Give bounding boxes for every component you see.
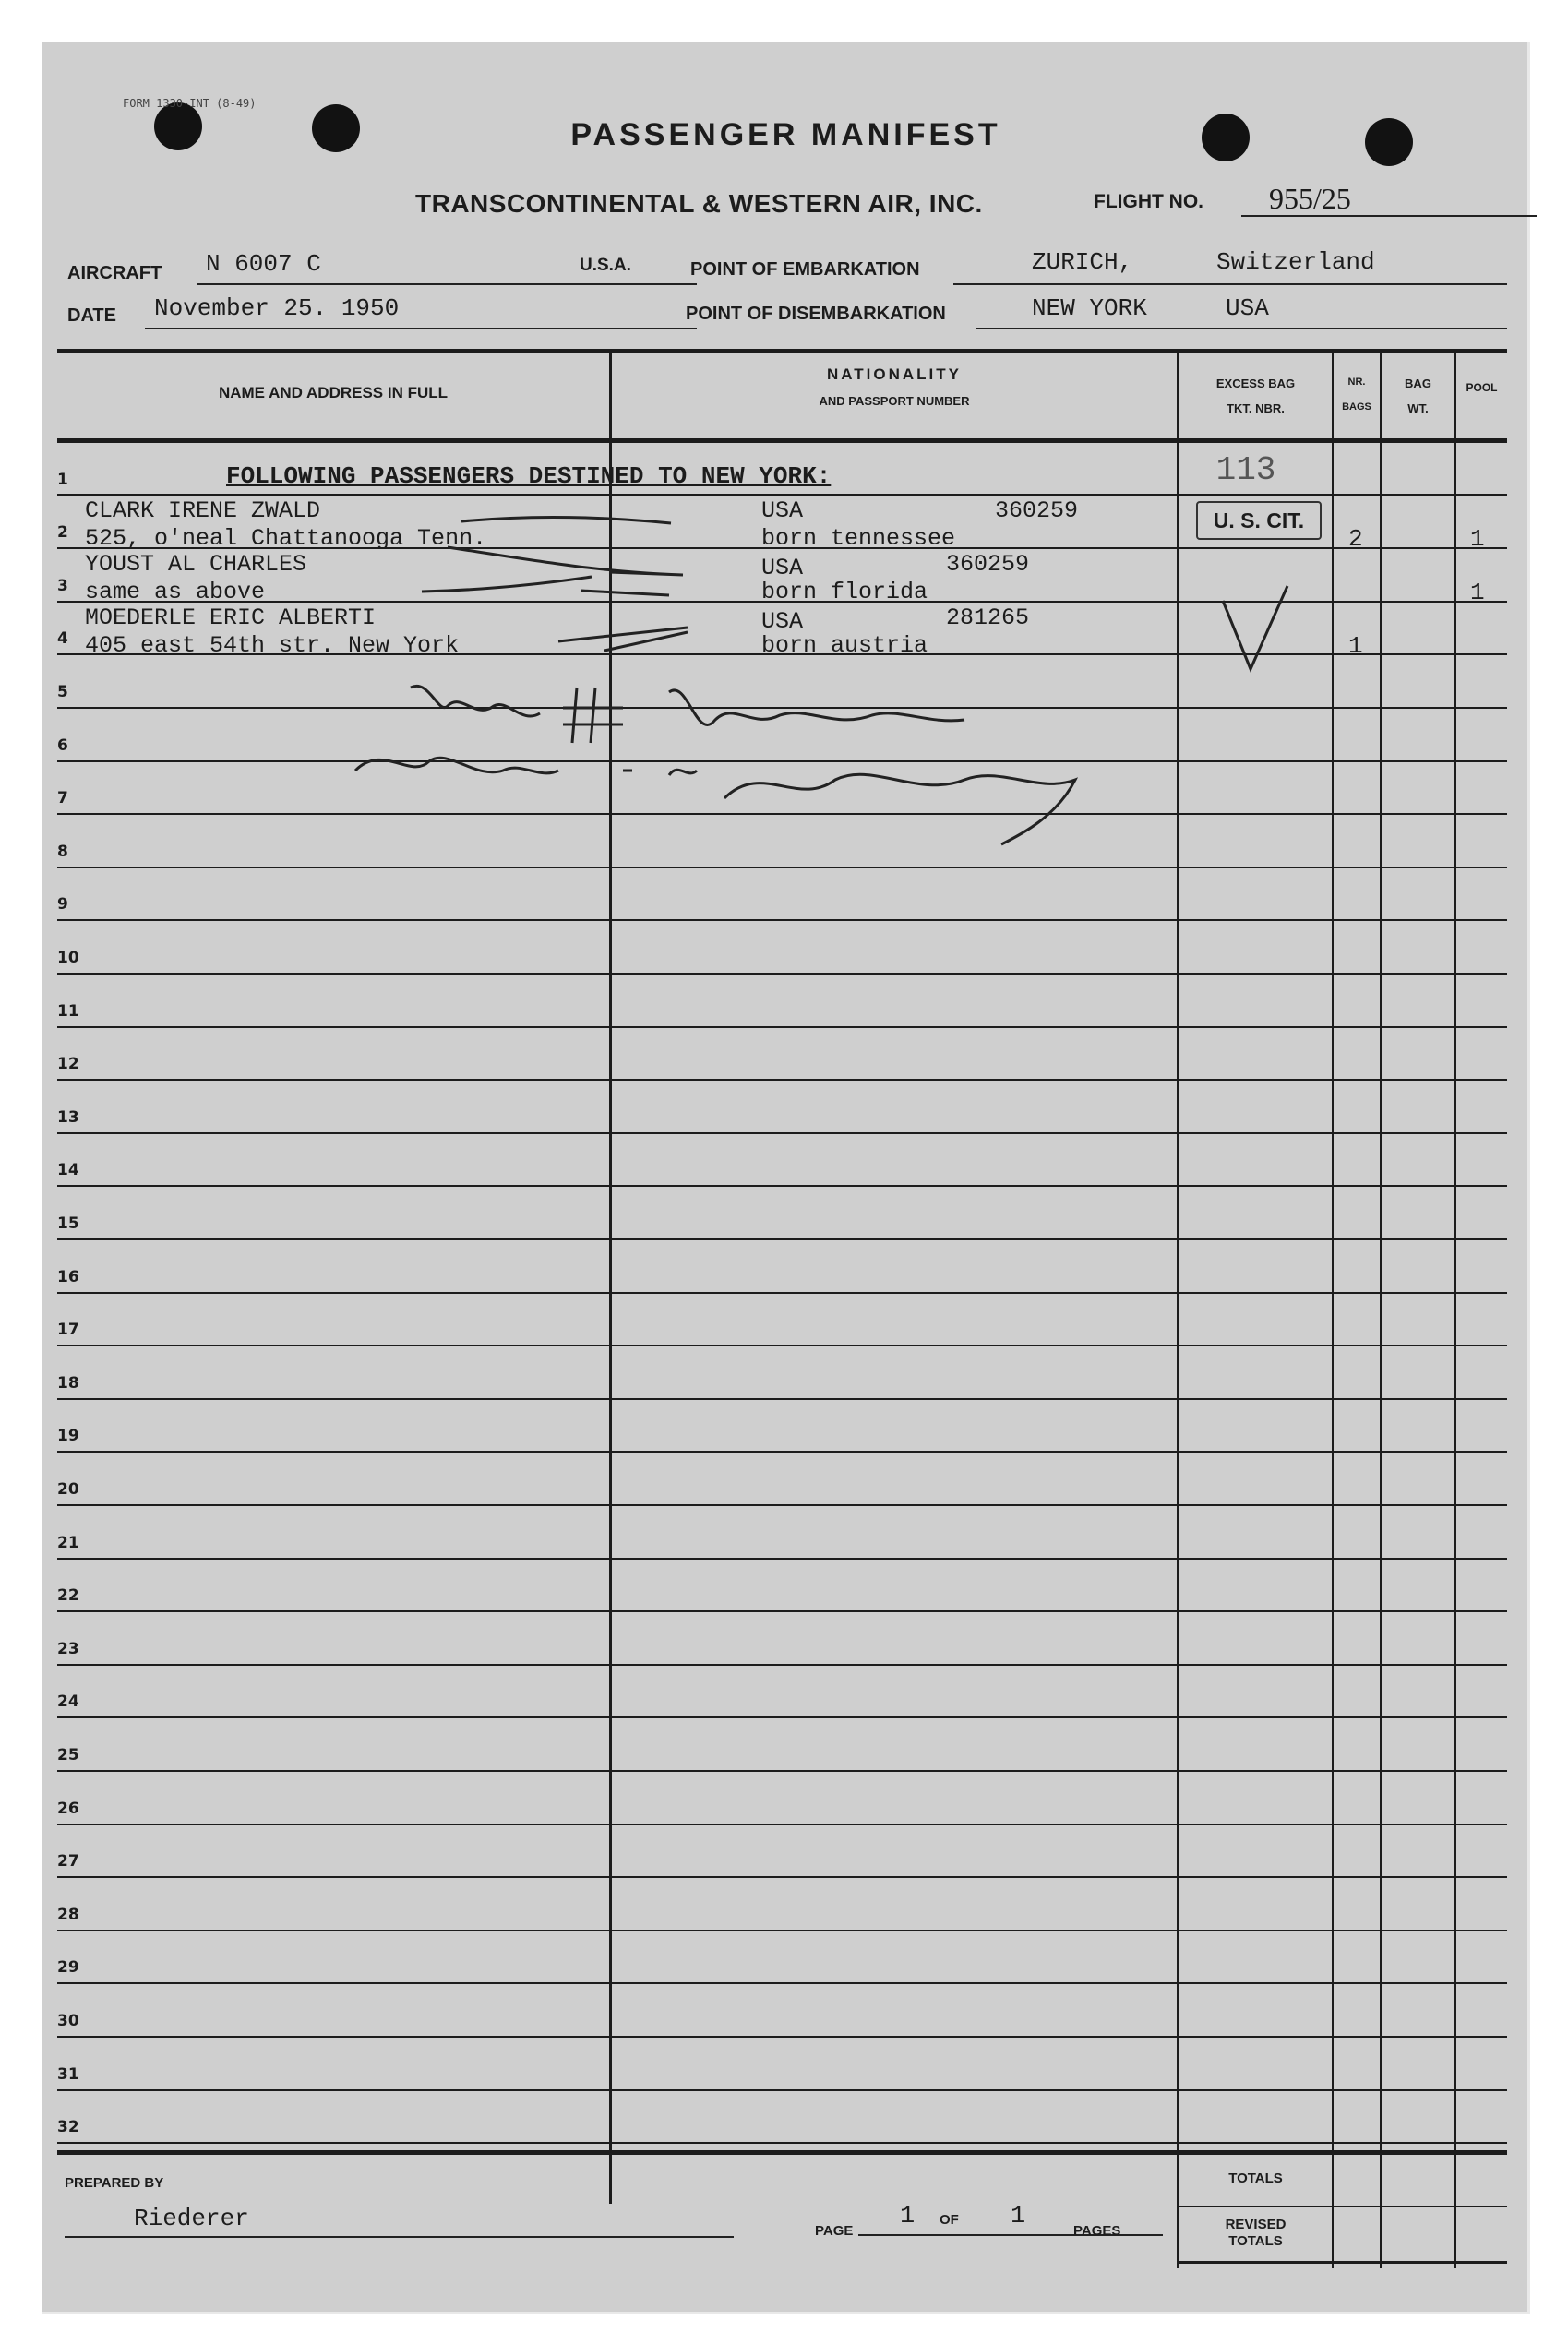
row-number: 12	[57, 1055, 79, 1074]
signature-icon	[724, 774, 1075, 844]
aircraft-country: U.S.A.	[580, 256, 631, 275]
passenger-bags: 1	[1348, 632, 1363, 660]
page-number: 1	[900, 2203, 916, 2230]
disembarkation-label: POINT OF DISEMBARKATION	[686, 304, 946, 324]
column-header-passport: AND PASSPORT NUMBER	[819, 394, 970, 408]
row-number: 31	[57, 2064, 79, 2084]
embarkation-country: Switzerland	[1216, 248, 1375, 276]
signature-icon	[411, 686, 623, 743]
row-number: 30	[57, 2011, 79, 2030]
checkmark-line	[422, 577, 669, 595]
embarkation-city: ZURICH,	[1032, 248, 1133, 276]
flight-number-field[interactable]: 955/25	[1241, 182, 1537, 217]
row-number: 17	[57, 1321, 79, 1340]
handwritten-marks	[42, 42, 1530, 2314]
row-number: 25	[57, 1745, 79, 1764]
row-number: 7	[57, 789, 68, 808]
passenger-pool: 1	[1470, 525, 1485, 553]
company-name: TRANSCONTINENTAL & WESTERN AIR, INC.	[415, 189, 983, 218]
manifest-sheet	[42, 42, 1530, 2314]
row-number: 8	[57, 842, 68, 861]
row-number: 6	[57, 735, 68, 755]
row-number: 16	[57, 1267, 79, 1286]
row-number: 18	[57, 1373, 79, 1393]
column-header-nationality: NATIONALITY	[826, 365, 962, 383]
of-label: OF	[940, 2212, 959, 2228]
passenger-address: same as above	[85, 579, 266, 605]
row-number: 28	[57, 1905, 79, 1924]
passenger-birth: born austria	[761, 632, 928, 659]
column-header-excess: EXCESS BAG	[1215, 377, 1296, 390]
row-number: 4	[57, 629, 68, 649]
disembarkation-city: NEW YORK	[1032, 294, 1147, 322]
page-label: PAGE	[815, 2223, 854, 2239]
embarkation-label: POINT OF EMBARKATION	[690, 259, 920, 280]
column-header-bags-2: BAGS	[1342, 401, 1371, 413]
row-number: 11	[57, 1001, 79, 1021]
row-number: 15	[57, 1214, 79, 1233]
revised-label: REVISED	[1225, 2217, 1287, 2232]
row-number: 9	[57, 895, 68, 915]
row-number: 32	[57, 2118, 79, 2137]
aircraft-label: AIRCRAFT	[67, 263, 162, 283]
date-label: DATE	[67, 305, 116, 326]
row-number: 29	[57, 1958, 79, 1978]
passenger-name: MOEDERLE ERIC ALBERTI	[85, 604, 377, 631]
prepared-by-label: PREPARED BY	[65, 2175, 164, 2191]
column-header-weight-2: WT.	[1407, 401, 1429, 415]
page-title: PASSENGER MANIFEST	[570, 117, 1001, 152]
row-number: 23	[57, 1639, 79, 1658]
column-header-weight: BAG	[1405, 377, 1431, 390]
row-number: 27	[57, 1852, 79, 1872]
passenger-name: CLARK IRENE ZWALD	[85, 497, 321, 524]
checkmark-line	[558, 628, 688, 651]
passenger-address: 525, o'neal Chattanooga Tenn.	[85, 525, 487, 552]
form-number: FORM 1330-INT (8-49)	[123, 97, 257, 110]
row-number: 2	[57, 523, 68, 543]
totals-bottom-border	[1177, 2261, 1507, 2264]
passenger-pool: 1	[1470, 579, 1485, 606]
row-number: 22	[57, 1586, 79, 1606]
pages-label: PAGES	[1073, 2223, 1121, 2239]
passenger-birth: born florida	[761, 579, 928, 605]
row-number: 24	[57, 1692, 79, 1712]
column-header-pool: POOL	[1466, 381, 1498, 394]
passenger-passport: 360259	[946, 551, 1030, 578]
column-header-name: NAME AND ADDRESS IN FULL	[218, 384, 449, 401]
signature-icon	[355, 758, 697, 775]
row-number: 10	[57, 948, 79, 967]
us-citizen-stamp: U. S. CIT.	[1196, 501, 1322, 540]
totals-divider	[1177, 2206, 1507, 2207]
passenger-passport: 281265	[946, 604, 1030, 631]
signature-icon	[669, 690, 964, 725]
disembarkation-country: USA	[1226, 294, 1269, 322]
page-total: 1	[1011, 2203, 1026, 2230]
passenger-nationality: USA	[761, 555, 804, 581]
row1-text: FOLLOWING PASSENGERS DESTINED TO NEW YORK:	[226, 462, 832, 490]
revised-totals-label: TOTALS	[1228, 2233, 1283, 2249]
table-bottom-border	[57, 2150, 1507, 2155]
row-number: 13	[57, 1107, 79, 1127]
excess-ticket-number: 113	[1215, 451, 1276, 489]
passenger-nationality: USA	[761, 608, 804, 635]
passenger-nationality: USA	[761, 497, 804, 524]
date-value: November 25. 1950	[154, 294, 400, 322]
totals-label: TOTALS	[1228, 2171, 1283, 2186]
flight-label: FLIGHT NO.	[1094, 191, 1203, 212]
checkmark-line	[448, 517, 683, 575]
row-number: 26	[57, 1799, 79, 1818]
passenger-birth: born tennessee	[761, 525, 956, 552]
row-number: 5	[57, 682, 68, 701]
aircraft-value: N 6007 C	[206, 250, 321, 278]
row-number: 3	[57, 576, 68, 595]
column-header-ticket: TKT. NBR.	[1227, 401, 1285, 415]
passenger-passport: 360259	[995, 497, 1079, 524]
passenger-name: YOUST AL CHARLES	[85, 551, 307, 578]
row-number: 19	[57, 1427, 79, 1446]
passenger-address: 405 east 54th str. New York	[85, 632, 460, 659]
row-number: 14	[57, 1161, 79, 1180]
row-number: 20	[57, 1479, 79, 1499]
prepared-by-field[interactable]	[65, 2201, 734, 2238]
row-number: 21	[57, 1533, 79, 1552]
column-header-bags: NR.	[1347, 377, 1366, 388]
check-icon	[1223, 586, 1287, 669]
row-number: 1	[57, 470, 68, 489]
prepared-by-value: Riederer	[134, 2205, 249, 2232]
passenger-bags: 2	[1348, 525, 1363, 553]
